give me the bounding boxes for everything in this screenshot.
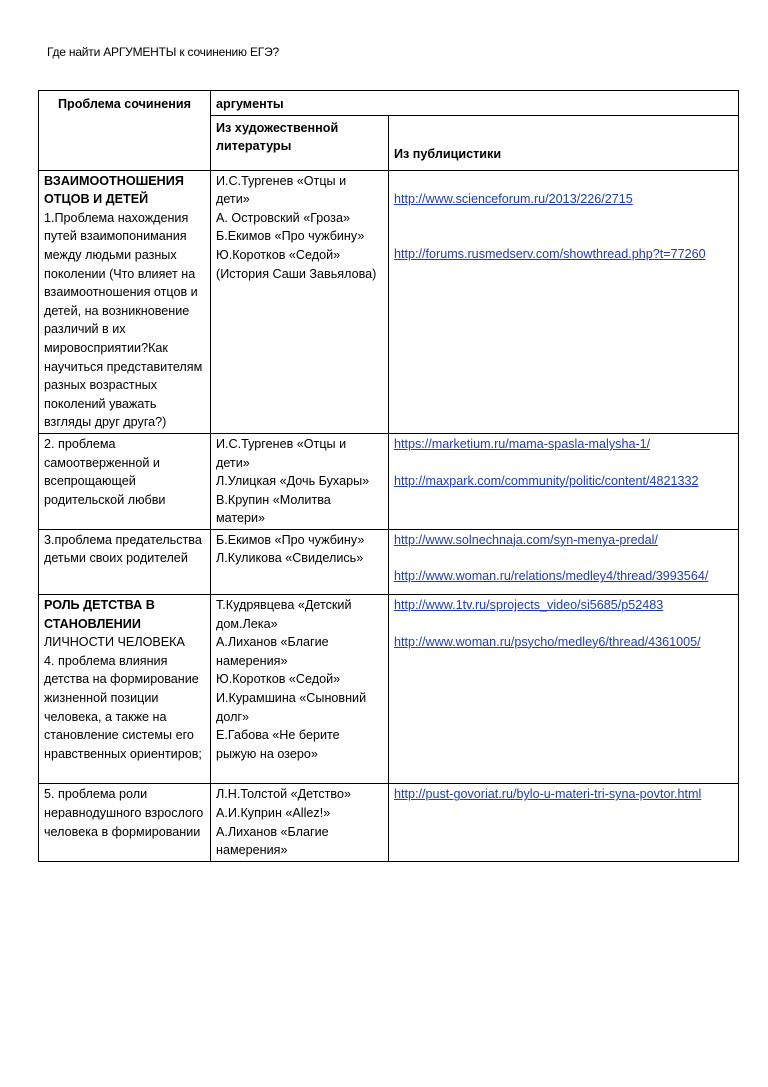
page-title: Где найти АРГУМЕНТЫ к сочинению ЕГЭ? bbox=[47, 45, 279, 59]
arguments-table bbox=[38, 90, 739, 862]
source-link[interactable]: http://pust-govoriat.ru/bylo-u-materi-tri-syna-povtor.html bbox=[394, 787, 702, 802]
problem-text: 3.проблема предательства детьми своих родителей bbox=[44, 532, 202, 566]
literature-cell bbox=[211, 433, 389, 529]
journalism-cell bbox=[389, 784, 739, 861]
source-link[interactable]: http://www.solnechnaja.com/syn-menya-predal/ bbox=[394, 532, 658, 547]
literature-item: Ю.Коротков «Седой» bbox=[216, 672, 341, 687]
problem-text: 5. проблема роли неравнодушного взрослого человека в формировании bbox=[44, 787, 204, 839]
problem-text: 1.Проблема нахождения путей взаимопонимания между людьми разных поколении (Что влияет на взаимоотношения отцов и детей, на возникновение различий в их мировосприятии?Как научиться представителям разных возрастных поколений уважать взгляды друг друга?) bbox=[44, 210, 203, 430]
header-literature: Из художественной литературы bbox=[211, 115, 389, 170]
literature-cell bbox=[211, 784, 389, 861]
literature-item: Е.Габова «Не берите рыжую на озеро» bbox=[216, 728, 340, 761]
source-link[interactable]: http://forums.rusmedserv.com/showthread.php?t=77260 bbox=[394, 247, 706, 262]
literature-item: А.Лиханов «Благие намерения» bbox=[216, 824, 329, 858]
journalism-cell bbox=[389, 170, 739, 433]
problem-cell bbox=[39, 595, 211, 784]
source-link[interactable]: http://maxpark.com/community/politic/content/4821332 bbox=[394, 473, 699, 488]
section-title-tail: ЛИЧНОСТИ ЧЕЛОВЕКА bbox=[44, 635, 185, 650]
table-row bbox=[39, 595, 739, 784]
literature-cell bbox=[211, 595, 389, 784]
journalism-cell bbox=[389, 529, 739, 594]
problem-cell bbox=[39, 433, 211, 529]
section-title: РОЛЬ ДЕТСТВА В СТАНОВЛЕНИИ bbox=[44, 598, 155, 631]
header-arguments: аргументы bbox=[211, 91, 739, 116]
table-row bbox=[39, 784, 739, 861]
literature-item: Л.Н.Толстой «Детство» bbox=[216, 787, 351, 802]
table-row bbox=[39, 170, 739, 433]
literature-item: И.С.Тургенев «Отцы и дети» bbox=[216, 173, 347, 207]
header-problem: Проблема сочинения bbox=[39, 91, 211, 171]
literature-item: Л.Улицкая «Дочь Бухары» bbox=[216, 474, 370, 489]
source-link[interactable]: https://marketium.ru/mama-spasla-malysha-1/ bbox=[394, 436, 651, 451]
literature-item: И.С.Тургенев «Отцы и дети» bbox=[216, 436, 347, 470]
table-row bbox=[39, 433, 739, 529]
section-title: ВЗАИМООТНОШЕНИЯ ОТЦОВ И ДЕТЕЙ bbox=[44, 173, 184, 207]
problem-text: 4. проблема влияния детства на формирование жизненной позиции человека, а также на становление системы его нравственных ориентиров; bbox=[44, 653, 202, 761]
literature-item: И.Курамшина «Сыновний долг» bbox=[216, 691, 367, 724]
literature-item: Ю.Коротков «Седой» (История Саши Завьялова) bbox=[216, 247, 377, 281]
literature-item: Б.Екимов «Про чужбину» bbox=[216, 532, 365, 547]
table-row bbox=[39, 529, 739, 594]
literature-item: А.И.Куприн «Allez!» bbox=[216, 806, 331, 820]
journalism-cell bbox=[389, 595, 739, 784]
source-link[interactable]: http://www.woman.ru/psycho/medley6/thread/4361005/ bbox=[394, 634, 701, 649]
literature-item: В.Крупин «Молитва матери» bbox=[216, 492, 331, 526]
literature-item: Т.Кудрявцева «Детский дом.Лека» bbox=[216, 598, 352, 631]
literature-cell bbox=[211, 170, 389, 433]
literature-item: А. Островский «Гроза» bbox=[216, 210, 350, 225]
literature-item: Б.Екимов «Про чужбину» bbox=[216, 229, 365, 244]
table-header-row bbox=[39, 91, 739, 116]
journalism-cell bbox=[389, 433, 739, 529]
problem-cell bbox=[39, 784, 211, 861]
source-link[interactable]: http://www.scienceforum.ru/2013/226/2715 bbox=[394, 191, 633, 206]
literature-cell bbox=[211, 529, 389, 594]
header-journalism: Из публицистики bbox=[389, 115, 739, 170]
problem-cell bbox=[39, 170, 211, 433]
source-link[interactable]: http://www.woman.ru/relations/medley4/thread/3993564/ bbox=[394, 569, 709, 584]
literature-item: Л.Куликова «Свиделись» bbox=[216, 551, 364, 566]
problem-cell bbox=[39, 529, 211, 594]
source-link[interactable]: http://www.1tv.ru/sprojects_video/si5685/p52483 bbox=[394, 598, 664, 613]
problem-text: 2. проблема самоотверженной и всепрощающей родительской любви bbox=[44, 436, 166, 507]
literature-item: А.Лиханов «Благие намерения» bbox=[216, 635, 329, 668]
